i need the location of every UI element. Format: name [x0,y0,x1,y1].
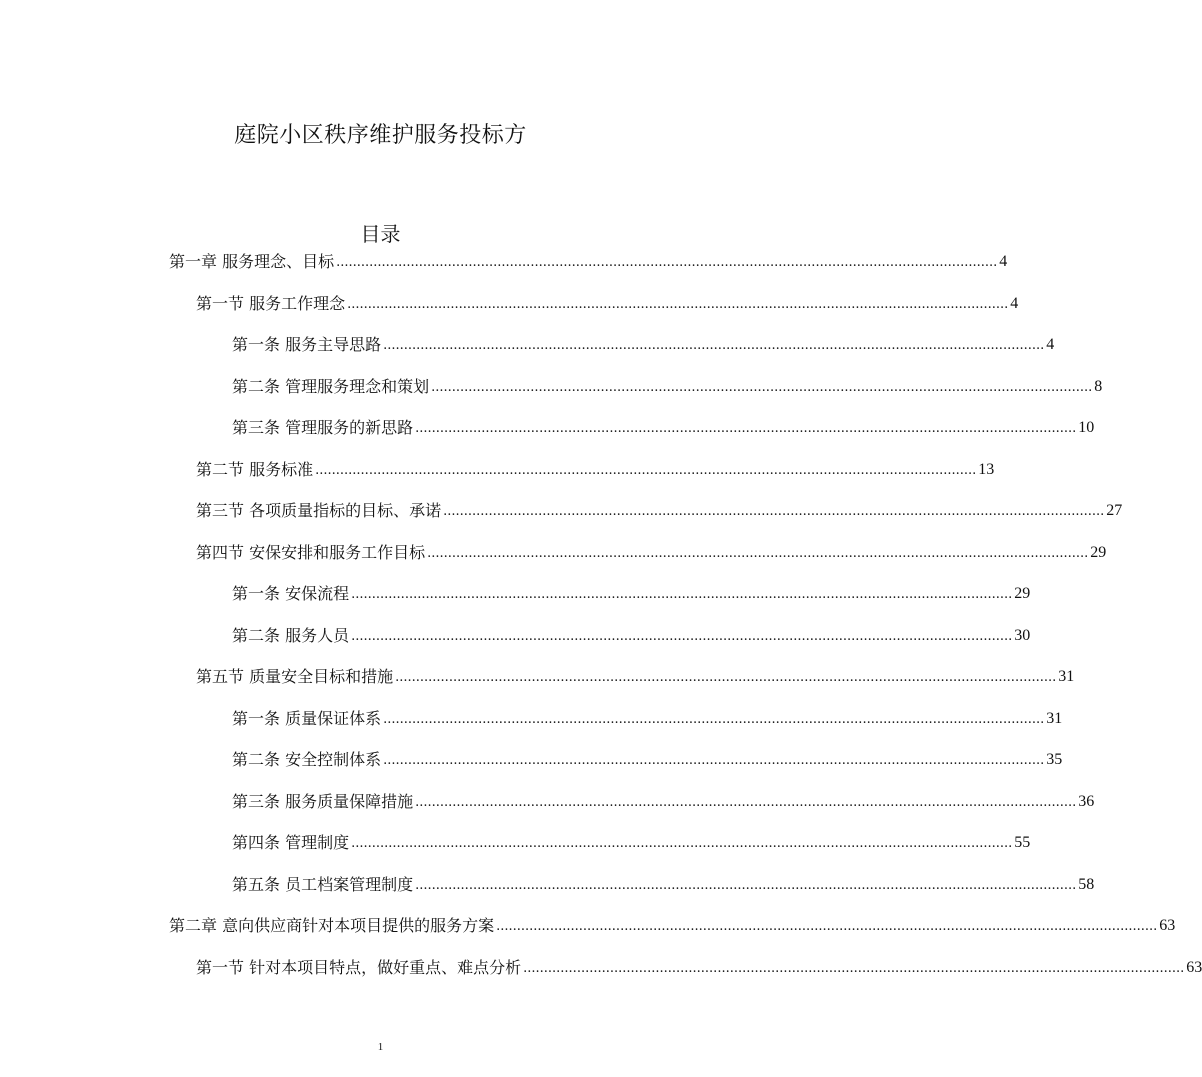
toc-entry-text: 第二条 管理服务理念和策划 [232,376,430,396]
toc-entry-level-2[interactable] [196,456,995,480]
toc-dot-leader: ................................................................................................................................................................ [351,836,1013,851]
toc-page-number: 63 [1186,958,1202,976]
toc-page-number: 13 [978,460,995,478]
toc-entry-text: 第三条 服务质量保障措施 [232,791,414,811]
toc-page-number: 27 [1106,502,1123,519]
toc-dot-leader: ................................................................................................................................................................ [496,919,1158,934]
document-title: 庭院小区秩序维护服务投标方 [234,123,527,148]
toc-page-number: 4 [1046,336,1055,353]
toc-entry-level-2[interactable] [196,497,1123,521]
toc-page-number: 63 [1159,917,1176,934]
toc-entry-level-3[interactable] [232,829,1031,853]
toc-dot-leader: ................................................................................................................................................................ [336,255,998,270]
toc-entry-level-3[interactable] [232,414,1095,438]
toc-entry-text: 第三条 管理服务的新思路 [232,418,414,437]
toc-entry-text: 第二条 服务人员 [232,625,350,645]
toc-dot-leader: ................................................................................................................................................................ [315,462,977,478]
toc-dot-leader: ................................................................................................................................................................ [383,338,1045,353]
toc-entry-level-3[interactable] [232,580,1031,604]
toc-entry-text: 第一条 质量保证体系 [232,708,382,728]
toc-page-number: 4 [1010,294,1019,312]
toc-dot-leader: ................................................................................................................................................................ [383,753,1045,768]
toc-dot-leader: ................................................................................................................................................................ [395,670,1057,685]
toc-dot-leader: ................................................................................................................................................................ [415,877,1077,893]
toc-entry-level-3[interactable] [232,871,1095,895]
toc-entry-level-3[interactable] [232,746,1063,770]
toc-page-number: 58 [1078,875,1095,893]
toc-dot-leader: ................................................................................................................................................................ [523,960,1185,976]
toc-entry-level-3[interactable] [232,622,1031,646]
toc-entry-level-3[interactable] [232,373,1103,397]
toc-entry-text: 第三节 各项质量指标的目标、承诺 [196,501,442,520]
toc-dot-leader: ................................................................................................................................................................ [351,628,1013,644]
toc-entry-text: 第二章 意向供应商针对本项目提供的服务方案 [169,916,495,935]
toc-entry-level-1[interactable] [169,912,1176,936]
toc-entry-level-3[interactable] [232,331,1055,355]
toc-dot-leader: ................................................................................................................................................................ [347,296,1009,312]
toc-entry-level-2[interactable] [196,954,1202,978]
toc-page-number: 30 [1014,626,1031,644]
toc-entry-text: 第四节 安保安排和服务工作目标 [196,542,426,562]
toc-entry-level-2[interactable] [196,539,1107,563]
toc-dot-leader: ................................................................................................................................................................ [351,587,1013,602]
toc-entry-text: 第一章 服务理念、目标 [169,252,335,271]
toc-entry-text: 第一条 安保流程 [232,584,350,603]
toc-dot-leader: ................................................................................................................................................................ [415,421,1077,436]
toc-heading: 目录 [360,222,401,246]
toc-page-number: 10 [1078,419,1095,436]
toc-entry-text: 第五条 员工档案管理制度 [232,874,414,894]
page-number: 1 [377,1041,384,1053]
toc-page-number: 4 [999,253,1008,270]
toc-page-number: 36 [1078,792,1095,810]
toc-entry-text: 第四条 管理制度 [232,833,350,852]
toc-page-number: 8 [1094,377,1103,395]
toc-entry-level-3[interactable] [232,705,1063,729]
toc-dot-leader: ................................................................................................................................................................ [415,794,1077,810]
toc-page-number: 55 [1014,834,1031,851]
toc-page-number: 29 [1014,585,1031,602]
toc-page-number: 35 [1046,751,1063,768]
toc-dot-leader: ................................................................................................................................................................ [431,379,1093,395]
toc-entry-level-2[interactable] [196,290,1019,314]
toc-dot-leader: ................................................................................................................................................................ [383,711,1045,727]
toc-entry-text: 第一节 针对本项目特点，做好重点、难点分析 [196,957,522,977]
toc-entry-text: 第五节 质量安全目标和措施 [196,667,394,686]
toc-page-number: 31 [1058,668,1075,685]
toc-dot-leader: ................................................................................................................................................................ [427,545,1089,561]
toc-entry-text: 第二节 服务标准 [196,459,314,479]
toc-dot-leader: ................................................................................................................................................................ [443,504,1105,519]
toc-entry-level-2[interactable] [196,663,1075,687]
toc-entry-text: 第二条 安全控制体系 [232,750,382,769]
toc-entry-level-1[interactable] [169,248,1008,272]
toc-entry-text: 第一条 服务主导思路 [232,335,382,354]
toc-page-number: 29 [1090,543,1107,561]
toc-entry-text: 第一节 服务工作理念 [196,293,346,313]
toc-entry-level-3[interactable] [232,788,1095,812]
toc-page-number: 31 [1046,709,1063,727]
